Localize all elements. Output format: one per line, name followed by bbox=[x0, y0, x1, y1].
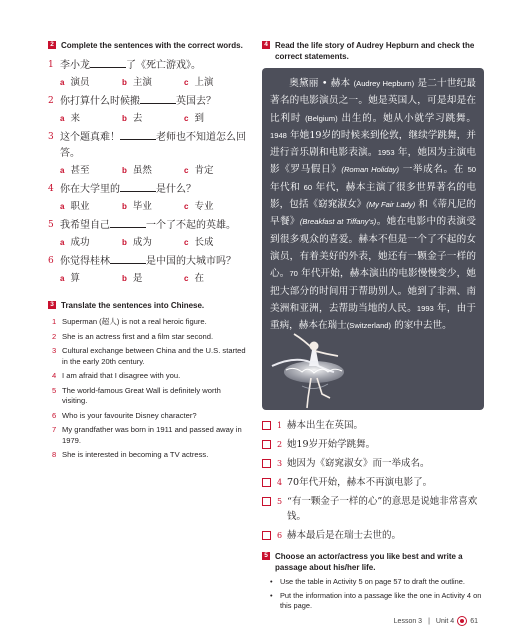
section-5-number: 5 bbox=[262, 552, 270, 560]
question-2: 2 你打算什么时候搬 英国去？ bbox=[48, 93, 248, 110]
answer-blank[interactable] bbox=[110, 217, 146, 228]
question-1-options bbox=[48, 75, 248, 90]
section-2-heading bbox=[48, 40, 248, 51]
answer-blank[interactable] bbox=[120, 129, 156, 140]
option-c[interactable]: c 长成 bbox=[184, 237, 214, 248]
option-c[interactable]: c 肯定 bbox=[184, 165, 214, 176]
question-4: 4 你在大学里的 是什么？ bbox=[48, 181, 248, 198]
checkbox[interactable] bbox=[262, 440, 271, 449]
footer-separator: | bbox=[428, 617, 430, 625]
option-c[interactable]: c 专业 bbox=[184, 201, 214, 212]
story-panel bbox=[262, 68, 484, 410]
question-5: 5 我希望自己 一个了不起的英雄。 bbox=[48, 217, 248, 234]
question-6: 6 你觉得桂林 是中国的大城市吗？ bbox=[48, 253, 248, 270]
option-a[interactable]: a 演员 bbox=[60, 77, 90, 88]
question-4-options bbox=[48, 199, 248, 214]
section-4-heading bbox=[262, 40, 484, 62]
statement-6: 6 赫本最后是在瑞士去世的。 bbox=[262, 528, 484, 543]
option-a[interactable]: a 来 bbox=[60, 113, 80, 124]
translate-item-5: 5 The world-famous Great Wall is definitely worth visiting. bbox=[52, 385, 221, 405]
option-b[interactable]: b 毕业 bbox=[122, 201, 152, 212]
option-a[interactable]: a 成功 bbox=[60, 237, 90, 248]
story-text: 奥黛丽 • 赫本 (Audrey Hepburn) 是二十世纪最著名的电影演员之一。她是英国人，可是却是在比利时 (Belgium) 出生的。她从小就学习跳舞。1948 年她19岁的时候来到伦敦，继续学跳舞，并进行音乐剧和电影表演。1953 年，她因为主演电影《罗马假日》(Roman Holiday) 一举成名。在 50 年代和 60 年代，赫本主演了很多世界著名的电影，包括《窈窕淑女》(My Fair Lady) 和《蒂凡尼的早餐》(Breakfast at Tiffany's)。她在电影中的表演受到很多观众的喜爱。赫本不但是一个了不起的女演员，有着美好的外表，她还有一颗金子一样的心。70 年代开始，赫本演出的电影慢慢变少，她把大部分的时间用于帮助别人。她到了非洲、南美洲和亚洲，去帮助当地的人民。1993 年，由于重病，赫本在瑞士(Switzerland) 的家中去世。 bbox=[270, 78, 477, 332]
statement-2: 2 她19岁开始学跳舞。 bbox=[262, 437, 484, 452]
ballerina-illustration bbox=[264, 326, 374, 410]
checkbox[interactable] bbox=[262, 531, 271, 540]
footer-unit: Unit 4 bbox=[435, 617, 455, 625]
option-c[interactable]: c 上演 bbox=[184, 77, 214, 88]
section-2-number: 2 bbox=[48, 41, 56, 49]
option-b[interactable]: b 是 bbox=[122, 273, 143, 284]
translate-item-2: 2 She is an actress first and a film star second. bbox=[52, 331, 214, 341]
bullet-2: • Put the information into a passage like the one in Activity 4 on this page. bbox=[262, 591, 484, 611]
bullet-1: • Use the table in Activity 5 on page 57 to draft the outline. bbox=[262, 577, 484, 587]
translate-item-8: 8 She is interested in becoming a TV actress. bbox=[52, 450, 209, 459]
option-b[interactable]: b 成为 bbox=[122, 237, 152, 248]
question-2-options bbox=[48, 111, 248, 126]
section-3-title: Translate the sentences into Chinese. bbox=[61, 301, 205, 310]
statement-3: 3 她因为《窈窕淑女》而一举成名。 bbox=[262, 456, 484, 471]
checkbox[interactable] bbox=[262, 497, 271, 506]
question-1: 1 李小龙 了《死亡游戏》。 bbox=[48, 57, 248, 74]
statement-4: 4 70年代开始，赫本不再演电影了。 bbox=[262, 475, 484, 490]
question-5-options bbox=[48, 235, 248, 250]
option-a[interactable]: a 职业 bbox=[60, 201, 90, 212]
translate-item-4: 4 I am afraid that I disagree with you. bbox=[52, 371, 181, 380]
section-2-questions bbox=[48, 57, 248, 286]
option-a[interactable]: a 算 bbox=[60, 273, 80, 284]
section-4-title: Read the life story of Audrey Hepburn and check the correct statements. bbox=[275, 41, 475, 61]
section-5 bbox=[262, 551, 484, 611]
option-c[interactable]: c 在 bbox=[184, 273, 204, 284]
checkbox[interactable] bbox=[262, 459, 271, 468]
translate-item-3: 3 Cultural exchange between China and the U.S. started in the early 20th century. bbox=[52, 346, 246, 366]
checkbox[interactable] bbox=[262, 478, 271, 487]
option-c[interactable]: c 到 bbox=[184, 113, 204, 124]
left-column bbox=[48, 40, 248, 465]
page-footer bbox=[394, 616, 478, 626]
circle-icon bbox=[457, 616, 467, 626]
answer-blank[interactable] bbox=[110, 253, 146, 264]
section-3-list bbox=[48, 317, 248, 461]
section-5-title: Choose an actor/actress you like best and write a passage about his/her life. bbox=[275, 552, 463, 572]
option-b[interactable]: b 去 bbox=[122, 113, 143, 124]
question-3-options bbox=[48, 163, 248, 178]
option-b[interactable]: b 主演 bbox=[122, 77, 152, 88]
statement-1: 1 赫本出生在英国。 bbox=[262, 418, 484, 433]
answer-blank[interactable] bbox=[120, 181, 156, 192]
question-6-options bbox=[48, 271, 248, 286]
page-number: 61 bbox=[470, 617, 478, 625]
section-3-number: 3 bbox=[48, 301, 56, 309]
section-4-number: 4 bbox=[262, 41, 270, 49]
answer-blank[interactable] bbox=[90, 57, 126, 68]
option-b[interactable]: b 虽然 bbox=[122, 165, 152, 176]
section-3-heading bbox=[48, 300, 248, 311]
translate-item-1: 1 Superman (超人) is not a real heroic figure. bbox=[52, 317, 207, 326]
question-3: 3 这个题真难！ 老师也不知道怎么回答。 bbox=[48, 129, 248, 162]
right-column bbox=[262, 40, 484, 611]
statement-5: 5 “有一颗金子一样的心”的意思是说她非常喜欢钱。 bbox=[262, 494, 484, 524]
section-5-heading bbox=[262, 551, 484, 573]
statements-list bbox=[262, 418, 484, 543]
footer-lesson: Lesson 3 bbox=[393, 617, 423, 625]
option-a[interactable]: a 甚至 bbox=[60, 165, 90, 176]
translate-item-7: 7 My grandfather was born in 1911 and passed away in 1979. bbox=[52, 425, 242, 445]
section-2-title: Complete the sentences with the correct words. bbox=[61, 41, 243, 50]
answer-blank[interactable] bbox=[140, 93, 176, 104]
translate-item-6: 6 Who is your favourite Disney character? bbox=[52, 410, 197, 420]
checkbox[interactable] bbox=[262, 421, 271, 430]
